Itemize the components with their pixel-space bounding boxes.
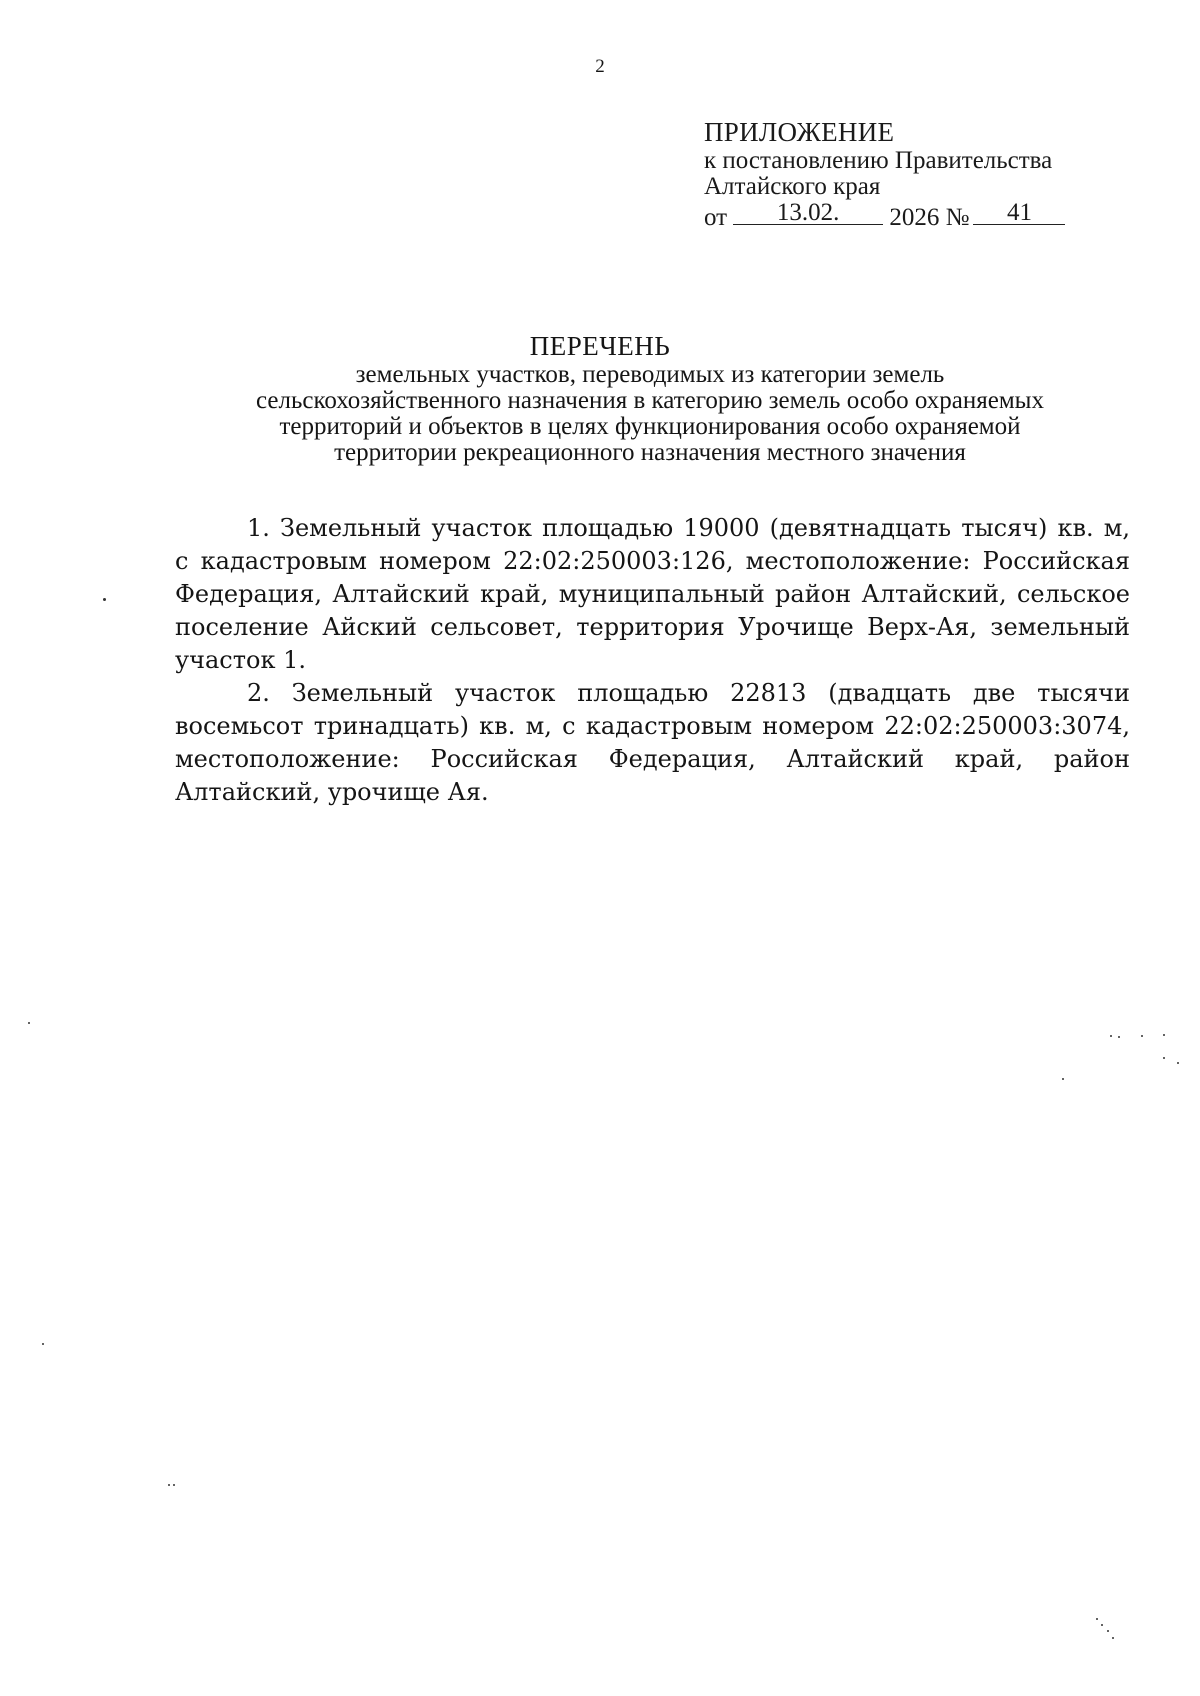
scan-speck xyxy=(1118,1036,1120,1038)
scan-speck xyxy=(103,598,106,601)
subtitle-line: сельскохозяйственного назначения в категорию земель особо охраняемых xyxy=(256,387,1044,414)
scan-speck xyxy=(28,1022,30,1024)
appendix-block xyxy=(704,116,1065,232)
subtitle-line: земельных участков, переводимых из категории земель xyxy=(355,361,945,388)
scan-speck xyxy=(1107,1630,1109,1632)
subtitle-line: территории рекреационного назначения местного значения xyxy=(334,439,966,466)
appendix-title: ПРИЛОЖЕНИЕ xyxy=(704,117,895,147)
scan-speck xyxy=(1141,1035,1143,1037)
scan-speck xyxy=(173,1484,175,1486)
date-blank xyxy=(733,199,883,226)
number-sign: № xyxy=(945,204,970,231)
scan-speck xyxy=(42,1343,44,1345)
appendix-line-1: к постановлению Правительства xyxy=(704,147,1053,174)
decree-date: 13.02. xyxy=(776,199,840,226)
scan-speck xyxy=(168,1484,170,1486)
page-number: 2 xyxy=(595,56,605,77)
decree-date-number-line xyxy=(704,199,1065,232)
scan-speck xyxy=(1163,1057,1165,1059)
list-item-1: 1. Земельный участок площадью 19000 (девятнадцать тысяч) кв. м, с кадастровым номером 22:02:250003:126, местоположение: Российская Федерация, Алтайский край, муниципальный район Алтайский, сельское поселение Айский сельсовет, территория Урочище Верх-Ая, земельный участок 1. xyxy=(175,514,1130,674)
decree-year: 2026 xyxy=(889,204,940,231)
document-subtitle xyxy=(190,362,1110,466)
scan-speck xyxy=(1096,1618,1098,1620)
decree-number: 41 xyxy=(1006,199,1032,226)
scan-speck xyxy=(1101,1624,1103,1626)
scan-speck xyxy=(1110,1035,1112,1037)
number-blank xyxy=(973,199,1065,226)
scan-speck xyxy=(1163,1034,1165,1036)
date-prefix: от xyxy=(704,204,728,231)
land-plot-list xyxy=(175,512,1130,809)
scan-speck xyxy=(1062,1078,1064,1080)
scan-speck xyxy=(1177,1062,1179,1064)
document-title: ПЕРЕЧЕНЬ xyxy=(529,331,671,361)
appendix-line-2: Алтайского края xyxy=(704,173,881,200)
list-item-2: 2. Земельный участок площадью 22813 (двадцать две тысячи восемьсот тринадцать) кв. м, с кадастровым номером 22:02:250003:3074, местоположение: Российская Федерация, Алтайский край, район Алтайский, урочище Ая. xyxy=(175,679,1130,806)
scan-speck xyxy=(1112,1637,1114,1639)
subtitle-line: территорий и объектов в целях функционирования особо охраняемой xyxy=(279,413,1021,440)
